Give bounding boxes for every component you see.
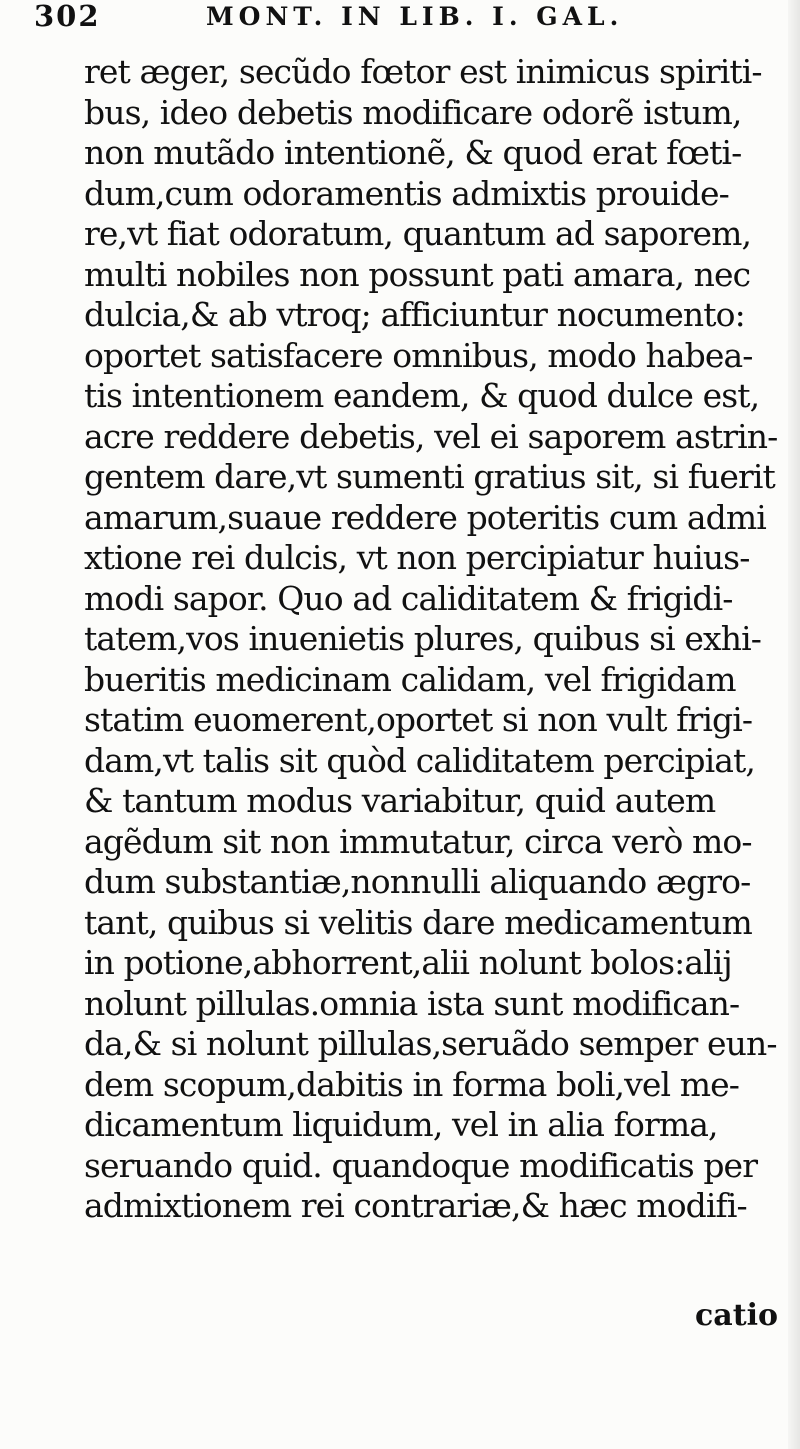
- text-line: bueritis medicinam calidam, vel frigidam: [84, 659, 736, 699]
- text-line: tatem,vos inuenietis plures, quibus si exhi-: [84, 619, 761, 658]
- running-head: MONT. IN LIB. I. GAL.: [206, 2, 624, 31]
- catchword-area: [668, 1296, 778, 1336]
- text-line: statim euomerent,oportet si non vult frigi-: [84, 700, 753, 739]
- text-line: bus, ideo debetis modificare odorẽ istum,: [84, 92, 742, 132]
- text-line: dem scopum,dabitis in forma boli,vel me-: [84, 1064, 739, 1104]
- text-line: seruando quid. quandoque modificatis per: [84, 1145, 758, 1185]
- text-line: nolunt pillulas.omnia ista sunt modifican-: [84, 983, 740, 1023]
- page-edge: [788, 0, 800, 1449]
- text-line: re,vt fiat odoratum, quantum ad saporem,: [84, 214, 752, 253]
- text-line: acre reddere debetis, vel ei saporem astrin-: [84, 416, 778, 456]
- catchword: catio: [695, 1298, 778, 1333]
- text-line: tant, quibus si velitis dare medicamentum: [84, 902, 752, 942]
- text-line: dum,cum odoramentis admixtis prouide-: [84, 173, 729, 213]
- text-line: modi sapor. Quo ad caliditatem & frigidi-: [84, 578, 733, 618]
- text-line: & tantum modus variabitur, quid autem: [84, 781, 716, 820]
- page-number: 302: [34, 0, 101, 33]
- text-line: dulcia,& ab vtroq; afficiuntur nocumento:: [84, 295, 745, 334]
- body-text: [84, 52, 778, 1227]
- text-line: oportet satisfacere omnibus, modo habea-: [84, 335, 753, 375]
- text-line: tis intentionem eandem, & quod dulce est,: [84, 376, 760, 415]
- text-line: dicamentum liquidum, vel in alia forma,: [84, 1105, 718, 1144]
- text-line: dum substantiæ,nonnulli aliquando ægro-: [84, 862, 751, 901]
- text-line: dam,vt talis sit quòd caliditatem percipiat,: [84, 740, 755, 780]
- text-line: gentem dare,vt sumenti gratius sit, si fuerit: [84, 457, 775, 496]
- text-line: amarum,suaue reddere poteritis cum admi: [84, 497, 766, 537]
- page-header: [34, 0, 754, 34]
- text-line: non mutãdo intentionẽ, & quod erat fœti-: [84, 133, 742, 172]
- text-line: admixtionem rei contrariæ,& hæc modifi-: [84, 1186, 747, 1225]
- text-line: xtione rei dulcis, vt non percipiatur huius-: [84, 538, 750, 577]
- text-line: da,& si nolunt pillulas,seruãdo semper eun-: [84, 1024, 777, 1063]
- text-line: multi nobiles non possunt pati amara, nec: [84, 254, 751, 294]
- text-line: ret æger, secũdo fœtor est inimicus spiriti-: [84, 52, 762, 91]
- text-line: agẽdum sit non immutatur, circa verò mo-: [84, 821, 752, 861]
- text-line: in potione,abhorrent,alii nolunt bolos:alij: [84, 943, 732, 982]
